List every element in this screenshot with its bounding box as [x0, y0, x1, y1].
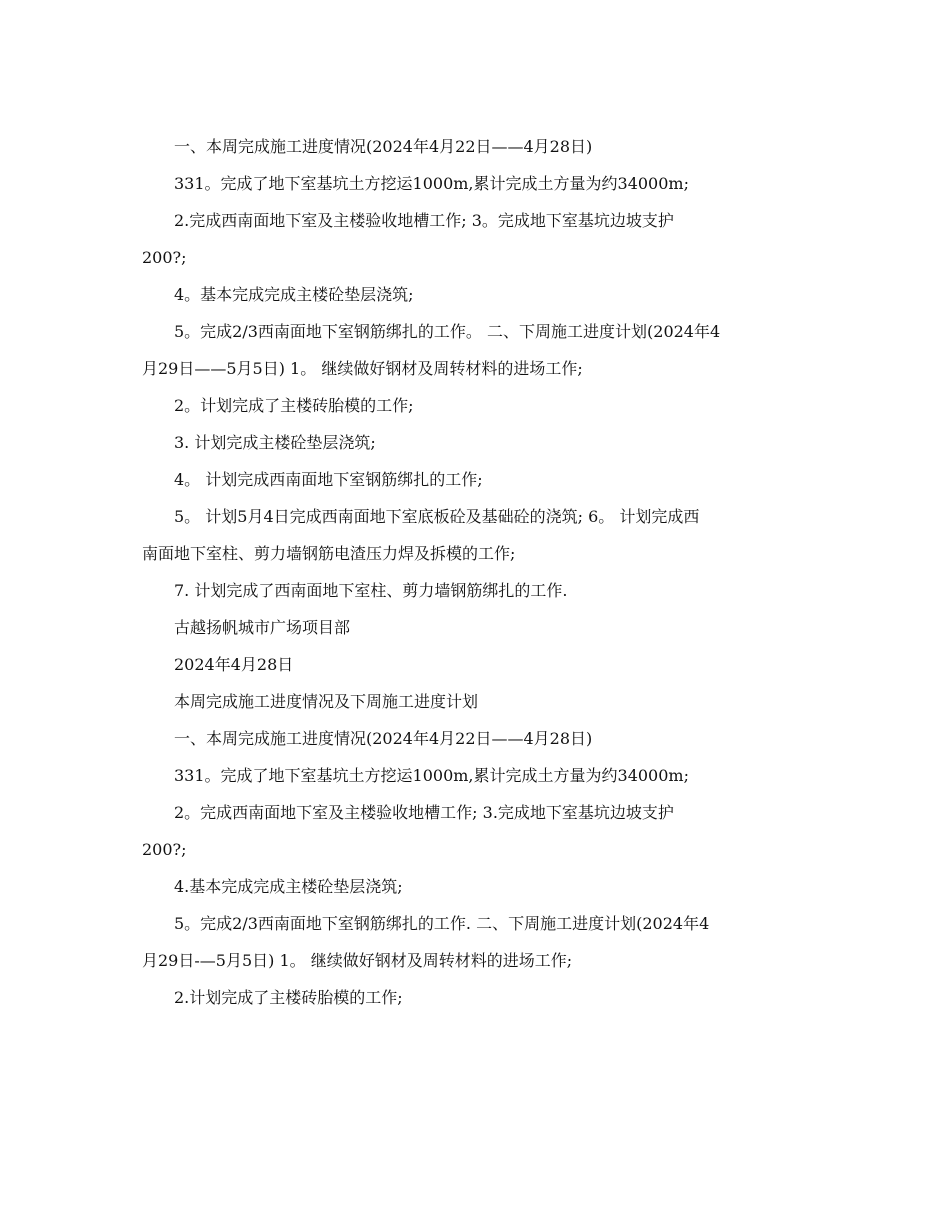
text-line-4 [142, 239, 810, 276]
line-text: 2。完成西南面地下室及主楼验收地槽工作; 3.完成地下室基坑边坡支护 [174, 803, 674, 822]
line-text: 一、本周完成施工进度情况(2024年4月22日——4月28日) [174, 137, 593, 156]
line-text: 月29日-—5月5日) 1。 继续做好钢材及周转材料的进场工作; [142, 951, 573, 970]
text-line-10 [142, 461, 810, 498]
line-text: 4.基本完成完成主楼砼垫层浇筑; [174, 877, 403, 896]
text-line-16 [142, 683, 810, 720]
line-text: 南面地下室柱、剪力墙钢筋电渣压力焊及拆模的工作; [142, 544, 516, 563]
line-text: 古越扬帆城市广场项目部 [174, 618, 351, 637]
text-line-2 [142, 165, 810, 202]
line-text: 2。计划完成了主楼砖胎模的工作; [174, 396, 414, 415]
text-line-6 [142, 313, 810, 350]
text-line-20 [142, 831, 810, 868]
text-line-22 [142, 905, 810, 942]
line-text: 331。完成了地下室基坑土方挖运1000m,累计完成土方量为约34000m; [174, 766, 689, 785]
line-text: 月29日——5月5日) 1。 继续做好钢材及周转材料的进场工作; [142, 359, 583, 378]
text-line-7 [142, 350, 810, 387]
line-text: 4。基本完成完成主楼砼垫层浇筑; [174, 285, 414, 304]
text-line-3 [142, 202, 810, 239]
text-line-19 [142, 794, 810, 831]
line-text: 2.完成西南面地下室及主楼验收地槽工作; 3。完成地下室基坑边坡支护 [174, 211, 674, 230]
line-text: 2.计划完成了主楼砖胎模的工作; [174, 988, 403, 1007]
text-line-23 [142, 942, 810, 979]
text-line-13 [142, 572, 810, 609]
text-line-8 [142, 387, 810, 424]
text-line-11 [142, 498, 810, 535]
text-line-1 [142, 128, 810, 165]
line-text: 3. 计划完成主楼砼垫层浇筑; [174, 433, 376, 452]
text-line-21 [142, 868, 810, 905]
line-text: 331。完成了地下室基坑土方挖运1000m,累计完成土方量为约34000m; [174, 174, 689, 193]
line-text: 200?; [142, 840, 187, 859]
text-line-5 [142, 276, 810, 313]
line-text: 5。 计划5月4日完成西南面地下室底板砼及基础砼的浇筑; 6。 计划完成西 [174, 507, 700, 526]
text-line-9 [142, 424, 810, 461]
line-text: 5。完成2/3西南面地下室钢筋绑扎的工作。 二、下周施工进度计划(2024年4 [174, 322, 721, 341]
line-text: 7. 计划完成了西南面地下室柱、剪力墙钢筋绑扎的工作. [174, 581, 568, 600]
document-body [142, 128, 810, 1016]
text-line-17 [142, 720, 810, 757]
text-line-12 [142, 535, 810, 572]
line-text: 本周完成施工进度情况及下周施工进度计划 [174, 692, 479, 711]
text-line-14 [142, 609, 810, 646]
line-text: 200?; [142, 248, 187, 267]
line-text: 2024年4月28日 [174, 655, 294, 674]
line-text: 一、本周完成施工进度情况(2024年4月22日——4月28日) [174, 729, 593, 748]
text-line-18 [142, 757, 810, 794]
line-text: 4。 计划完成西南面地下室钢筋绑扎的工作; [174, 470, 483, 489]
line-text: 5。完成2/3西南面地下室钢筋绑扎的工作. 二、下周施工进度计划(2024年4 [174, 914, 710, 933]
text-line-15 [142, 646, 810, 683]
text-line-24 [142, 979, 810, 1016]
